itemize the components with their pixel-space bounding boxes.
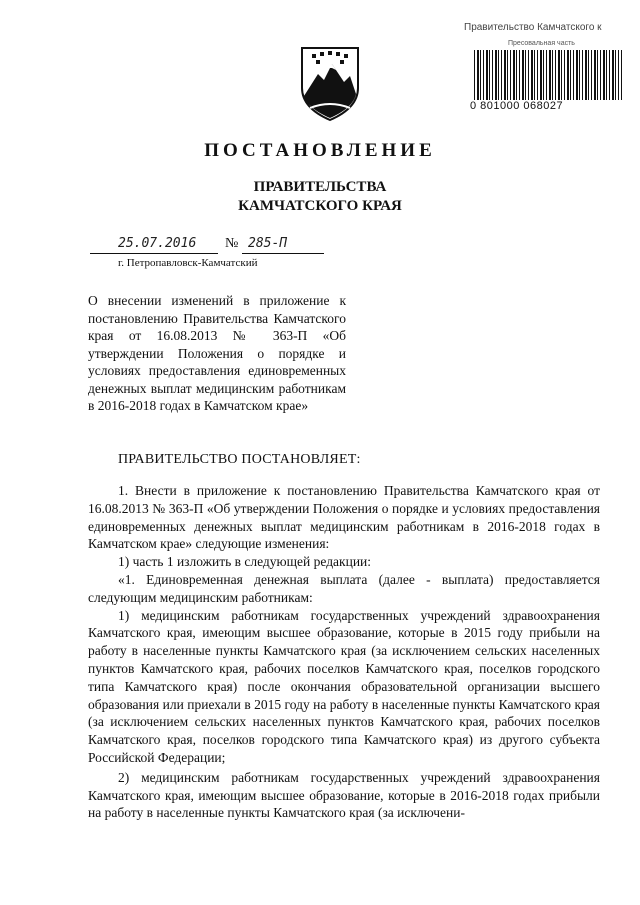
date-number-line [90,236,330,256]
number-sign: № [225,236,239,251]
document-subject: О внесении изменений в приложение к постановлению Правительства Камчатского края от 16.08.2013 № 363-П «Об утверждении Положения о порядке и условиях предоставления единовременных денежных выплат медицинским работникам в 2016-2018 годах в Камчатском крае» [88,293,346,413]
paragraph: 1. Внести в приложение к постановлению Правительства Камчатского края от 16.08.2013 № 363-П «Об утверждении Положения о порядке и условиях предоставления единовременных денежных выплат медицинским работникам в 2016-2018 годах в Камчатском крае» следующие изменения: [88,483,600,552]
stamp-organization: Правительство Камчатского к [464,22,602,33]
stamp-part: Пресовальная часть [508,40,575,47]
paragraph: «1. Единовременная денежная выплата (далее - выплата) предоставляется следующим медицинским работникам: [88,571,600,605]
decree-heading: ПРАВИТЕЛЬСТВО ПОСТАНОВЛЯЕТ: [118,452,361,467]
authority-line-2: КАМЧАТСКОГО КРАЯ [238,198,402,214]
paragraph: 1) часть 1 изложить в следующей редакции: [118,554,372,570]
barcode-number: 0 801000 068027 [470,100,564,112]
paragraph: 2) медицинским работникам государственных учреждений здравоохранения Камчатского края, имеющим высшее образование, которые в 2016-2018 годах прибыли на работу в населенные пункты Камчатского края (за исключени- [88,769,600,821]
document-number: 285-П [248,236,288,251]
document-body [88,482,600,822]
document-place: г. Петропавловск-Камчатский [118,257,258,269]
barcode-icon [474,50,622,100]
kamchatka-emblem-icon [298,44,362,122]
document-title: ПОСТАНОВЛЕНИЕ [204,140,436,161]
date-underline [90,253,218,254]
document-date: 25.07.2016 [118,236,197,251]
issuing-authority [0,178,640,216]
registration-stamp [460,22,630,112]
paragraph: 1) медицинским работникам государственных учреждений здравоохранения Камчатского края, имеющим высшее образование, которые в 2015 году прибыли на работу в населенные пункты Камчатского края (за исключением сельских населенных пунктов Камчатского края, рабочих поселков Камчатского края, поселков городского типа Камчатского края) после окончания образовательной организации высшего образования или приехали в 2015 году на работу в населенные пункты Камчатского края (за исключением сельских населенных пунктов Камчатского края, рабочих поселков Камчатского края, поселков городского типа Камчатского края) из другого субъекта Российской Федерации; [88,607,600,765]
number-underline [242,253,324,254]
authority-line-1: ПРАВИТЕЛЬСТВА [253,179,387,195]
